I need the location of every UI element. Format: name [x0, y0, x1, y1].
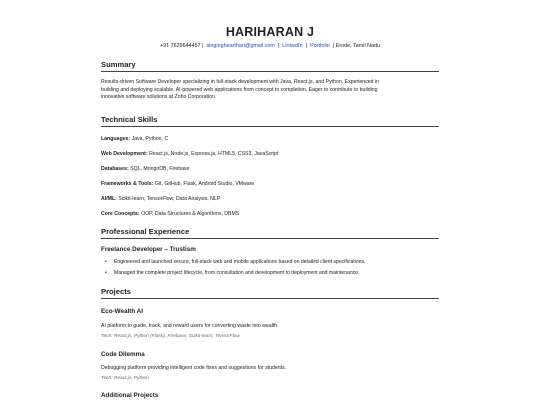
- skill-label: AI/ML:: [101, 196, 117, 202]
- skill-row-web: [101, 151, 439, 157]
- contact-separator: |: [277, 43, 280, 49]
- contact-separator: |: [305, 43, 308, 49]
- phone-number: +91 7639644457: [159, 43, 201, 49]
- skill-value: SQL, MongoDB, Firebase: [130, 166, 190, 172]
- project-tech: Tech: React.js, Python: [101, 376, 149, 381]
- skill-value: Java, Python, C: [131, 136, 169, 142]
- bullet-icon: •: [105, 259, 107, 265]
- skill-value: Scikit-learn, TensorFlow, Data Analysis, NLP: [118, 196, 221, 202]
- skill-row-languages: [101, 136, 439, 142]
- skills-heading: Technical Skills: [101, 115, 439, 127]
- project-tech: Tech: React.js, Python (Flask), Firebase, Scikit-learn, TensorFlow: [101, 334, 240, 339]
- bullet-text: Managed the complete project lifecycle, from consultation and development to deployment and maintenance.: [114, 270, 360, 276]
- summary-line: building and deploying scalable, AI-powered web applications from concept to completion. Eager to contribute to building: [101, 86, 378, 93]
- experience-heading: Professional Experience: [101, 227, 439, 239]
- skill-row-frameworks: [101, 181, 439, 187]
- skill-label: Languages:: [101, 136, 131, 142]
- candidate-name: HARIHARAN J: [225, 25, 315, 39]
- additional-projects-heading: Additional Projects: [101, 392, 159, 399]
- skill-row-core: [101, 211, 439, 217]
- project-title: Code Dilemma: [101, 351, 145, 358]
- skill-value: React.js, Node.js, Express.js, HTML5, CSS3, JavaScript: [149, 151, 279, 157]
- summary-text: [101, 79, 439, 102]
- skill-label: Databases:: [101, 166, 129, 172]
- summary-line: innovative software solutions at Zoho Corporation.: [101, 94, 217, 100]
- location-text: Erode, Tamil Nadu: [335, 43, 381, 49]
- linkedin-link[interactable]: LinkedIn: [282, 43, 303, 49]
- skill-label: Frameworks & Tools:: [101, 181, 154, 187]
- skill-row-aiml: [101, 196, 439, 202]
- contact-separator: |: [332, 43, 335, 49]
- summary-heading: Summary: [101, 60, 439, 72]
- portfolio-link[interactable]: Portfolio: [310, 43, 330, 49]
- skill-value: OOP, Data Structures & Algorithms, DBMS: [141, 211, 240, 217]
- experience-role: Freelance Developer – Trustism: [101, 246, 196, 253]
- skill-label: Web Development:: [101, 151, 148, 157]
- skill-row-databases: [101, 166, 439, 172]
- project-title: Eco-Wealth AI: [101, 308, 143, 315]
- skill-value: Git, GitHub, Flask, Android Studio, VMware: [154, 181, 255, 187]
- contact-line: [0, 43, 540, 49]
- summary-line: Results-driven Software Developer specializing in full-stack development with Java, React.js, and Python. Experienced in: [101, 79, 379, 85]
- projects-heading: Projects: [101, 287, 439, 299]
- experience-bullet: [105, 270, 360, 276]
- skill-label: Core Concepts:: [101, 211, 140, 217]
- project-description: Debugging platform providing intelligent code fixes and suggestions for students.: [101, 365, 287, 371]
- bullet-text: Engineered and launched secure, full-stack web and mobile applications based on detailed client specifications.: [114, 259, 366, 265]
- contact-separator: |: [202, 43, 204, 49]
- experience-bullet: [105, 259, 365, 265]
- project-description: AI platform to guide, track, and reward users for converting waste into wealth.: [101, 323, 279, 329]
- email-link[interactable]: singinghearthari@gmail.com: [206, 43, 275, 49]
- bullet-icon: •: [105, 270, 107, 276]
